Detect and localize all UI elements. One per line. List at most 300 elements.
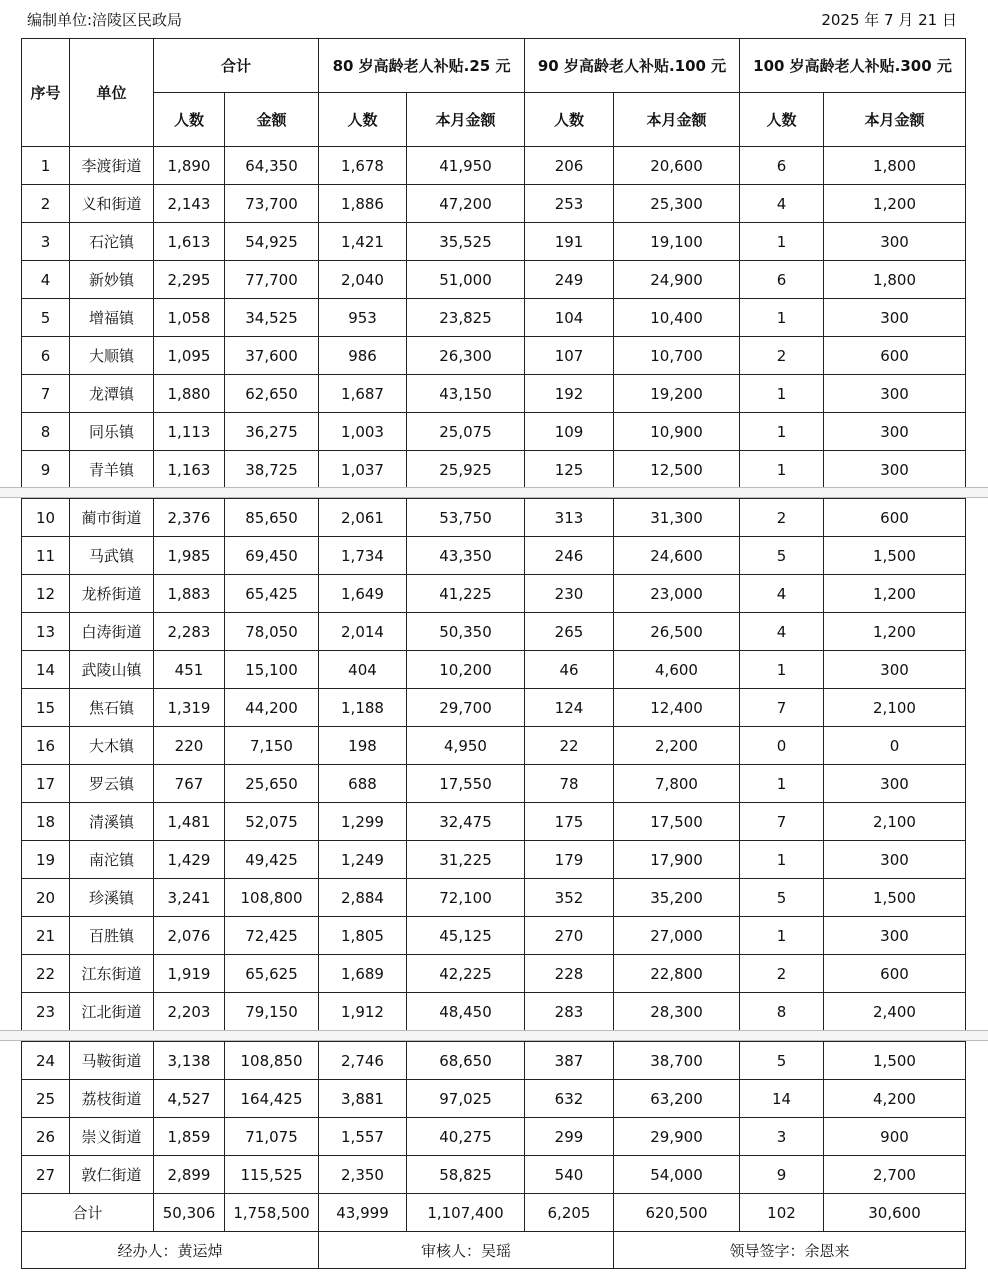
row-cell: 1,095 [154,337,225,375]
table-row [22,955,966,993]
row-cell: 37,600 [225,337,319,375]
row-cell: 2,350 [319,1156,407,1194]
row-cell: 1 [740,765,824,803]
row-cell: 34,525 [225,299,319,337]
row-cell: 65,625 [225,955,319,993]
row-unit: 敦仁街道 [70,1156,154,1194]
row-cell: 23,825 [407,299,525,337]
row-cell: 42,225 [407,955,525,993]
row-cell: 1,919 [154,955,225,993]
row-cell: 7,150 [225,727,319,765]
row-no: 5 [22,299,70,337]
row-cell: 283 [525,993,614,1031]
row-cell: 1,421 [319,223,407,261]
row-cell: 62,650 [225,375,319,413]
row-cell: 97,025 [407,1080,525,1118]
row-unit: 武陵山镇 [70,651,154,689]
row-cell: 7 [740,689,824,727]
col-header-unit: 单位 [70,39,154,147]
row-no: 21 [22,917,70,955]
row-cell: 352 [525,879,614,917]
row-cell: 632 [525,1080,614,1118]
row-cell: 1 [740,375,824,413]
row-cell: 300 [824,841,966,879]
row-cell: 300 [824,223,966,261]
row-cell: 5 [740,537,824,575]
row-cell: 300 [824,299,966,337]
row-cell: 41,225 [407,575,525,613]
row-cell: 2,884 [319,879,407,917]
row-cell: 198 [319,727,407,765]
row-cell: 1,500 [824,537,966,575]
col-header-90: 90 岁高龄老人补贴.100 元 [525,39,740,93]
table-row [22,841,966,879]
row-cell: 1,429 [154,841,225,879]
row-cell: 4 [740,613,824,651]
row-cell: 36,275 [225,413,319,451]
row-cell: 29,700 [407,689,525,727]
row-unit: 李渡街道 [70,147,154,185]
col-header-no: 序号 [22,39,70,147]
row-unit: 珍溪镇 [70,879,154,917]
row-cell: 1,886 [319,185,407,223]
table-row [22,879,966,917]
row-cell: 4 [740,575,824,613]
table-row [22,185,966,223]
row-cell: 27,000 [614,917,740,955]
row-cell: 35,525 [407,223,525,261]
row-unit: 罗云镇 [70,765,154,803]
row-cell: 10,400 [614,299,740,337]
table-row [22,375,966,413]
sub-header-month-amount: 本月金额 [824,93,966,147]
total-cell: 620,500 [614,1194,740,1232]
row-cell: 1,649 [319,575,407,613]
row-cell: 10,700 [614,337,740,375]
row-unit: 龙桥街道 [70,575,154,613]
table-row [22,917,966,955]
table-row [22,499,966,537]
row-cell: 79,150 [225,993,319,1031]
row-unit: 同乐镇 [70,413,154,451]
row-cell: 38,700 [614,1042,740,1080]
row-cell: 20,600 [614,147,740,185]
page-break-separator [0,487,988,498]
row-cell: 10,900 [614,413,740,451]
row-cell: 1,800 [824,147,966,185]
row-unit: 龙潭镇 [70,375,154,413]
row-cell: 246 [525,537,614,575]
row-cell: 31,300 [614,499,740,537]
table-row [22,651,966,689]
row-cell: 600 [824,337,966,375]
row-cell: 7,800 [614,765,740,803]
row-cell: 2,700 [824,1156,966,1194]
row-cell: 41,950 [407,147,525,185]
row-cell: 73,700 [225,185,319,223]
row-cell: 1,188 [319,689,407,727]
row-unit: 焦石镇 [70,689,154,727]
row-cell: 46 [525,651,614,689]
row-cell: 26,300 [407,337,525,375]
row-cell: 2,899 [154,1156,225,1194]
row-cell: 108,800 [225,879,319,917]
row-no: 1 [22,147,70,185]
row-cell: 1,689 [319,955,407,993]
row-cell: 1,500 [824,1042,966,1080]
row-unit: 石沱镇 [70,223,154,261]
row-cell: 45,125 [407,917,525,955]
row-cell: 31,225 [407,841,525,879]
table-row [22,299,966,337]
table-row [22,451,966,489]
row-cell: 8 [740,993,824,1031]
subsidy-table-part-3 [21,1041,966,1269]
row-cell: 2,295 [154,261,225,299]
row-cell: 1,883 [154,575,225,613]
row-cell: 451 [154,651,225,689]
table-row [22,537,966,575]
total-cell: 43,999 [319,1194,407,1232]
row-cell: 986 [319,337,407,375]
row-cell: 1,500 [824,879,966,917]
row-cell: 22,800 [614,955,740,993]
col-header-100: 100 岁高龄老人补贴.300 元 [740,39,966,93]
table-row [22,1118,966,1156]
row-cell: 69,450 [225,537,319,575]
sub-header-month-amount: 本月金额 [614,93,740,147]
row-cell: 2 [740,499,824,537]
row-no: 12 [22,575,70,613]
row-cell: 1 [740,299,824,337]
row-cell: 43,150 [407,375,525,413]
row-cell: 25,075 [407,413,525,451]
row-cell: 540 [525,1156,614,1194]
row-no: 9 [22,451,70,489]
row-no: 6 [22,337,70,375]
row-cell: 2,400 [824,993,966,1031]
row-cell: 2,014 [319,613,407,651]
total-cell: 6,205 [525,1194,614,1232]
row-cell: 206 [525,147,614,185]
total-row [22,1194,966,1232]
rows-body [22,1042,966,1194]
row-no: 15 [22,689,70,727]
row-cell: 2 [740,955,824,993]
row-no: 8 [22,413,70,451]
row-cell: 6 [740,261,824,299]
sub-header-month-amount: 本月金额 [407,93,525,147]
page-break-separator [0,1030,988,1041]
table-row [22,727,966,765]
row-cell: 300 [824,651,966,689]
row-cell: 52,075 [225,803,319,841]
row-no: 10 [22,499,70,537]
row-cell: 2,061 [319,499,407,537]
row-cell: 109 [525,413,614,451]
row-cell: 43,350 [407,537,525,575]
row-cell: 230 [525,575,614,613]
row-cell: 44,200 [225,689,319,727]
row-cell: 1,200 [824,185,966,223]
row-cell: 300 [824,451,966,489]
row-no: 4 [22,261,70,299]
row-cell: 35,200 [614,879,740,917]
row-cell: 25,650 [225,765,319,803]
row-cell: 40,275 [407,1118,525,1156]
row-cell: 1,805 [319,917,407,955]
row-no: 17 [22,765,70,803]
total-cell: 1,758,500 [225,1194,319,1232]
row-cell: 0 [824,727,966,765]
row-cell: 1,249 [319,841,407,879]
row-cell: 220 [154,727,225,765]
row-unit: 马武镇 [70,537,154,575]
row-unit: 江东街道 [70,955,154,993]
row-cell: 404 [319,651,407,689]
row-unit: 清溪镇 [70,803,154,841]
row-cell: 12,500 [614,451,740,489]
subsidy-table-part-2 [21,498,966,1031]
row-cell: 7 [740,803,824,841]
row-cell: 71,075 [225,1118,319,1156]
table-row [22,803,966,841]
row-cell: 64,350 [225,147,319,185]
row-cell: 228 [525,955,614,993]
row-cell: 2,200 [614,727,740,765]
handler-signature: 经办人：黄运焯 [22,1232,319,1269]
row-cell: 28,300 [614,993,740,1031]
sub-header-persons: 人数 [319,93,407,147]
row-no: 7 [22,375,70,413]
table-row [22,1042,966,1080]
table-row [22,993,966,1031]
row-cell: 300 [824,765,966,803]
row-cell: 15,100 [225,651,319,689]
row-cell: 2,100 [824,689,966,727]
row-cell: 387 [525,1042,614,1080]
row-cell: 175 [525,803,614,841]
row-cell: 6 [740,147,824,185]
row-cell: 78 [525,765,614,803]
row-cell: 17,500 [614,803,740,841]
table-row [22,413,966,451]
row-cell: 1,058 [154,299,225,337]
table-row [22,337,966,375]
compiling-unit: 编制单位:涪陵区民政局 [27,11,183,29]
row-cell: 1,890 [154,147,225,185]
table-row [22,1156,966,1194]
row-unit: 白涛街道 [70,613,154,651]
subsidy-table-part-1 [21,38,966,489]
row-cell: 4,200 [824,1080,966,1118]
row-cell: 25,925 [407,451,525,489]
table-row [22,765,966,803]
row-no: 24 [22,1042,70,1080]
row-cell: 54,000 [614,1156,740,1194]
row-cell: 77,700 [225,261,319,299]
sub-header-persons: 人数 [740,93,824,147]
report-date: 2025 年 7 月 21 日 [821,11,957,29]
row-cell: 47,200 [407,185,525,223]
signature-row [22,1232,966,1269]
row-unit: 蔺市街道 [70,499,154,537]
row-unit: 大顺镇 [70,337,154,375]
row-cell: 1,985 [154,537,225,575]
row-cell: 1,800 [824,261,966,299]
table-row [22,147,966,185]
row-cell: 17,550 [407,765,525,803]
row-cell: 2,143 [154,185,225,223]
sub-header-persons: 人数 [525,93,614,147]
row-cell: 179 [525,841,614,879]
row-cell: 1,912 [319,993,407,1031]
row-cell: 25,300 [614,185,740,223]
row-cell: 49,425 [225,841,319,879]
col-header-80: 80 岁高龄老人补贴.25 元 [319,39,525,93]
row-cell: 10,200 [407,651,525,689]
row-cell: 54,925 [225,223,319,261]
rows-body [22,147,966,489]
total-label: 合计 [22,1194,154,1232]
row-cell: 313 [525,499,614,537]
row-cell: 1,037 [319,451,407,489]
row-cell: 125 [525,451,614,489]
row-cell: 1,678 [319,147,407,185]
rows-body [22,499,966,1031]
row-unit: 马鞍街道 [70,1042,154,1080]
row-cell: 3,138 [154,1042,225,1080]
row-cell: 9 [740,1156,824,1194]
row-cell: 270 [525,917,614,955]
sub-header-persons: 人数 [154,93,225,147]
row-unit: 增福镇 [70,299,154,337]
row-cell: 104 [525,299,614,337]
row-cell: 3 [740,1118,824,1156]
row-cell: 68,650 [407,1042,525,1080]
row-cell: 85,650 [225,499,319,537]
table-row [22,613,966,651]
leader-signature: 领导签字：余恩来 [614,1232,966,1269]
row-cell: 600 [824,499,966,537]
row-cell: 38,725 [225,451,319,489]
row-cell: 1,734 [319,537,407,575]
row-cell: 115,525 [225,1156,319,1194]
total-cell: 30,600 [824,1194,966,1232]
row-no: 19 [22,841,70,879]
row-cell: 65,425 [225,575,319,613]
total-cell: 102 [740,1194,824,1232]
col-header-total: 合计 [154,39,319,93]
row-unit: 崇义街道 [70,1118,154,1156]
reviewer-signature: 审核人：吴瑶 [319,1232,614,1269]
table-row [22,689,966,727]
row-cell: 253 [525,185,614,223]
row-cell: 1,557 [319,1118,407,1156]
row-cell: 51,000 [407,261,525,299]
row-cell: 2,040 [319,261,407,299]
table-row [22,223,966,261]
row-cell: 164,425 [225,1080,319,1118]
row-cell: 767 [154,765,225,803]
row-cell: 78,050 [225,613,319,651]
row-cell: 0 [740,727,824,765]
total-cell: 50,306 [154,1194,225,1232]
row-cell: 22 [525,727,614,765]
row-cell: 2,746 [319,1042,407,1080]
row-cell: 2,100 [824,803,966,841]
row-no: 20 [22,879,70,917]
row-cell: 14 [740,1080,824,1118]
table-row [22,261,966,299]
row-cell: 53,750 [407,499,525,537]
row-cell: 50,350 [407,613,525,651]
row-cell: 12,400 [614,689,740,727]
row-no: 13 [22,613,70,651]
row-cell: 4,600 [614,651,740,689]
row-cell: 5 [740,879,824,917]
row-no: 2 [22,185,70,223]
row-cell: 300 [824,917,966,955]
row-cell: 4,950 [407,727,525,765]
row-no: 27 [22,1156,70,1194]
row-cell: 192 [525,375,614,413]
table-row [22,575,966,613]
row-unit: 荔枝街道 [70,1080,154,1118]
row-cell: 1,859 [154,1118,225,1156]
row-cell: 124 [525,689,614,727]
row-cell: 1,200 [824,575,966,613]
row-cell: 1,319 [154,689,225,727]
row-cell: 600 [824,955,966,993]
sub-header-amount: 金额 [225,93,319,147]
row-cell: 1,880 [154,375,225,413]
row-cell: 953 [319,299,407,337]
row-cell: 48,450 [407,993,525,1031]
row-cell: 5 [740,1042,824,1080]
row-cell: 1,613 [154,223,225,261]
row-unit: 义和街道 [70,185,154,223]
row-cell: 249 [525,261,614,299]
row-unit: 大木镇 [70,727,154,765]
row-cell: 19,100 [614,223,740,261]
row-cell: 1 [740,917,824,955]
row-unit: 南沱镇 [70,841,154,879]
row-cell: 1,113 [154,413,225,451]
row-cell: 19,200 [614,375,740,413]
row-cell: 1,003 [319,413,407,451]
row-cell: 2,203 [154,993,225,1031]
row-cell: 2,283 [154,613,225,651]
row-no: 23 [22,993,70,1031]
row-cell: 63,200 [614,1080,740,1118]
row-no: 26 [22,1118,70,1156]
total-cell: 1,107,400 [407,1194,525,1232]
row-cell: 107 [525,337,614,375]
row-no: 16 [22,727,70,765]
row-cell: 23,000 [614,575,740,613]
row-no: 11 [22,537,70,575]
row-cell: 58,825 [407,1156,525,1194]
row-cell: 1 [740,451,824,489]
row-cell: 1 [740,223,824,261]
row-cell: 26,500 [614,613,740,651]
table-row [22,1080,966,1118]
row-cell: 32,475 [407,803,525,841]
row-cell: 300 [824,413,966,451]
row-cell: 4,527 [154,1080,225,1118]
row-cell: 299 [525,1118,614,1156]
